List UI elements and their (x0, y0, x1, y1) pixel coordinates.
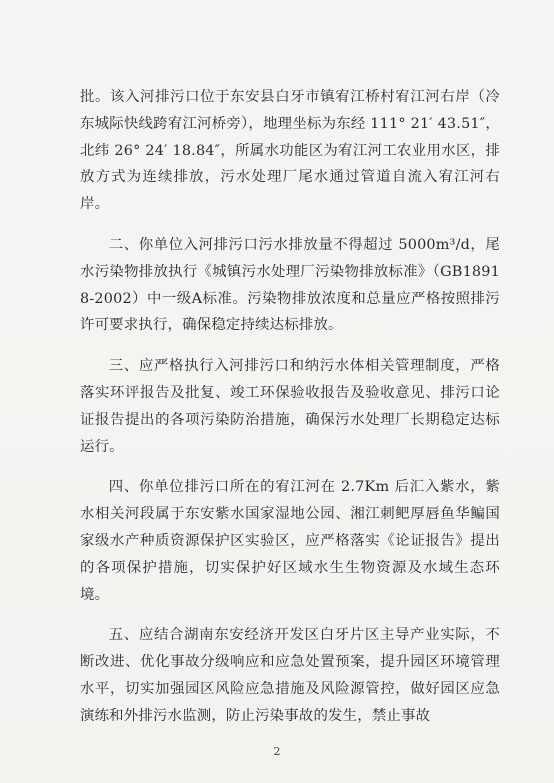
paragraph-continuation: 批。该入河排污口位于东安县白牙市镇宥江桥村宥江河右岸（冷东城际快线跨宥江河桥旁），地理坐标为东经 111° 21′ 43.51″，北纬 26° 24′ 18.84″，所属水功能区为宥江河工农业用水区，排放方式为连续排放，污水处理厂尾水通过管道自流入宥江河右岸。 (80, 89, 500, 213)
paragraph-item-4: 四、你单位排污口所在的宥江河在 2.7Km 后汇入紫水，紫水相关河段属于东安紫水国家湿地公园、湘江刺鲃厚唇鱼华鳊国家级水产种质资源保护区实验区，应严格落实《论证报告》提出的各项保护措施，切实保护好区域水生生物资源及水域生态环境。 (80, 479, 500, 603)
document-body (80, 84, 500, 744)
page-number: 2 (273, 745, 281, 758)
paragraph-item-3: 三、应严格执行入河排污口和纳污水体相关管理制度，严格落实环评报告及批复、竣工环保验收报告及验收意见、排污口论证报告提出的各项污染防治措施，确保污水处理厂长期稳定达标运行。 (80, 358, 500, 455)
paragraph-item-5: 五、应结合湖南东安经济开发区白牙片区主导产业实际，不断改进、优化事故分级响应和应急处置预案，提升园区环境管理水平，切实加强园区风险应急措施及风险源管控，做好园区应急演练和外排污水监测，防止污染事故的发生，禁止事故 (80, 627, 500, 724)
paragraph-item-2: 二、你单位入河排污口污水排放量不得超过 5000m³/d，尾水污染物排放执行《城镇污水处理厂污染物排放标准》（GB18918-2002）中一级A标准。污染物排放浓度和总量应严格按照排污许可要求执行，确保稳定持续达标排放。 (80, 236, 500, 334)
